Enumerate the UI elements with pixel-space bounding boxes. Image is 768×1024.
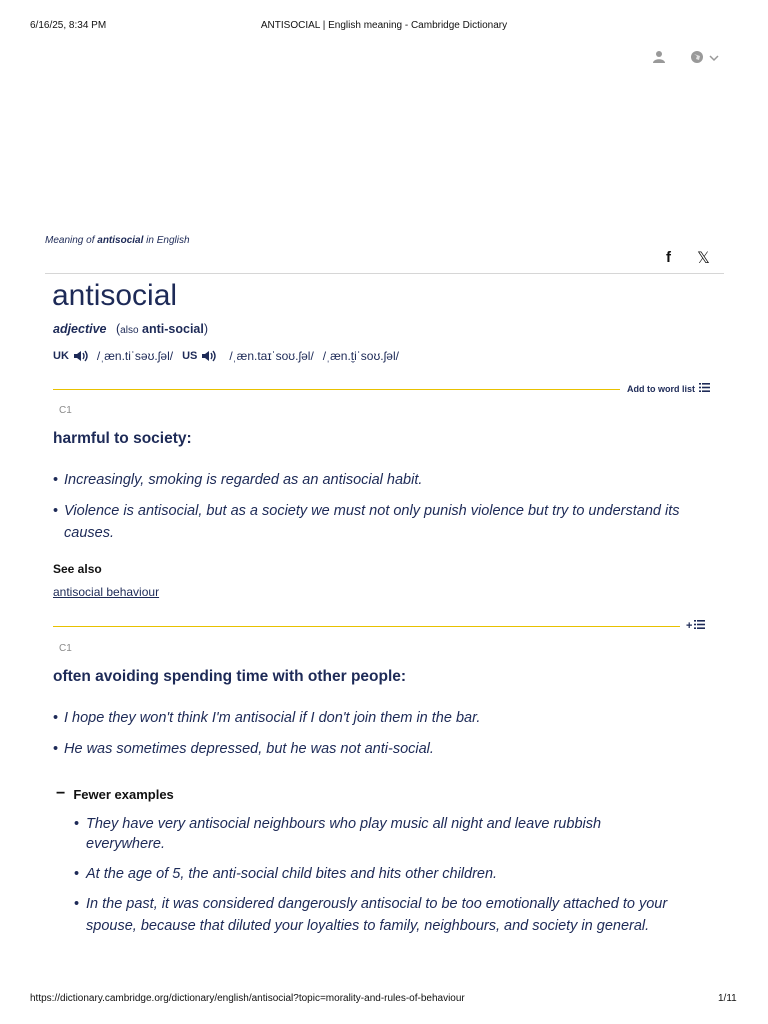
us-ipa-1: /ˌæn.taɪˈsoʊ.ʃəl/: [229, 349, 314, 363]
us-label: US: [182, 350, 198, 362]
headword: antisocial: [52, 279, 178, 312]
print-datetime: 6/16/25, 8:34 PM: [30, 20, 107, 31]
see-also-label: See also: [53, 562, 102, 576]
sense2-definition: often avoiding spending time with other people:: [53, 668, 407, 685]
sense1-rule: [53, 389, 620, 390]
us-audio-speaker-icon[interactable]: [201, 350, 217, 362]
pronunciation-line: [53, 349, 399, 363]
uk-label: UK: [53, 350, 69, 362]
sense2-rule: [53, 626, 680, 627]
breadcrumb-prefix: Meaning of: [45, 235, 98, 246]
facebook-icon[interactable]: f: [666, 249, 671, 266]
sense1-example: • Violence is antisocial, but as a society we must not only punish violence but try to understand its: [53, 503, 680, 519]
word-list-icon: [694, 620, 705, 632]
fewer-examples-toggle[interactable]: [56, 785, 174, 803]
more-example: • In the past, it was considered dangerously antisocial to be too emotionally attached to your: [74, 896, 668, 912]
sense1-example: • Increasingly, smoking is regarded as an antisocial habit.: [53, 472, 423, 488]
globe-icon[interactable]: [690, 50, 706, 66]
more-example-continued: everywhere.: [86, 836, 165, 852]
pos-line: [53, 322, 208, 336]
header-divider: [45, 273, 724, 274]
word-list-icon: [699, 383, 710, 394]
sense2-example: • He was sometimes depressed, but he was not anti-social.: [53, 741, 434, 757]
see-also-link[interactable]: antisocial behaviour: [53, 585, 160, 599]
minus-icon: −: [56, 785, 66, 802]
plus-icon: +: [686, 620, 693, 632]
sense2-example: • I hope they won't think I'm antisocial if I don't join them in the bar.: [53, 710, 481, 726]
print-title: ANTISOCIAL | English meaning - Cambridge Dictionary: [260, 20, 508, 31]
part-of-speech: adjective: [53, 322, 107, 336]
also-close: ): [203, 322, 209, 336]
add-to-word-list-button[interactable]: [627, 383, 710, 394]
also-label: also: [120, 325, 139, 336]
breadcrumb-word: antisocial: [97, 235, 144, 246]
uk-audio-speaker-icon[interactable]: [73, 350, 89, 362]
add-to-word-list-short-button[interactable]: [686, 620, 705, 632]
chevron-down-icon[interactable]: [709, 50, 721, 62]
breadcrumb: [45, 235, 190, 246]
x-share-icon[interactable]: 𝕏: [697, 250, 710, 267]
more-example-continued: spouse, because that diluted your loyalties to family, neighbours, and society in general.: [86, 918, 650, 934]
more-example: • They have very antisocial neighbours who play music all night and leave rubbish: [74, 816, 602, 832]
sense1-definition: harmful to society:: [53, 430, 192, 447]
more-example: • At the age of 5, the anti-social child bites and hits other children.: [74, 866, 498, 882]
us-ipa-2: /ˌæn.t̬iˈsoʊ.ʃəl/: [322, 349, 399, 363]
print-url: https://dictionary.cambridge.org/dictionary/english/antisocial?topic=morality-and-rules-of-behaviour: [30, 993, 465, 1004]
sense2-level-badge: C1: [59, 643, 72, 654]
uk-ipa: /ˌæn.tiˈsəʊ.ʃəl/: [96, 349, 174, 363]
print-page-number: 1/11: [718, 993, 737, 1004]
sense1-level-badge: C1: [59, 405, 72, 416]
also-word: anti-social: [142, 322, 204, 336]
also-open: (: [116, 322, 121, 336]
fewer-examples-label: Fewer examples: [73, 786, 174, 802]
user-icon[interactable]: [652, 50, 668, 66]
add-to-word-list-label: Add to word list: [627, 383, 695, 394]
sense1-example-continued: causes.: [64, 525, 114, 541]
breadcrumb-suffix: in English: [143, 235, 190, 246]
